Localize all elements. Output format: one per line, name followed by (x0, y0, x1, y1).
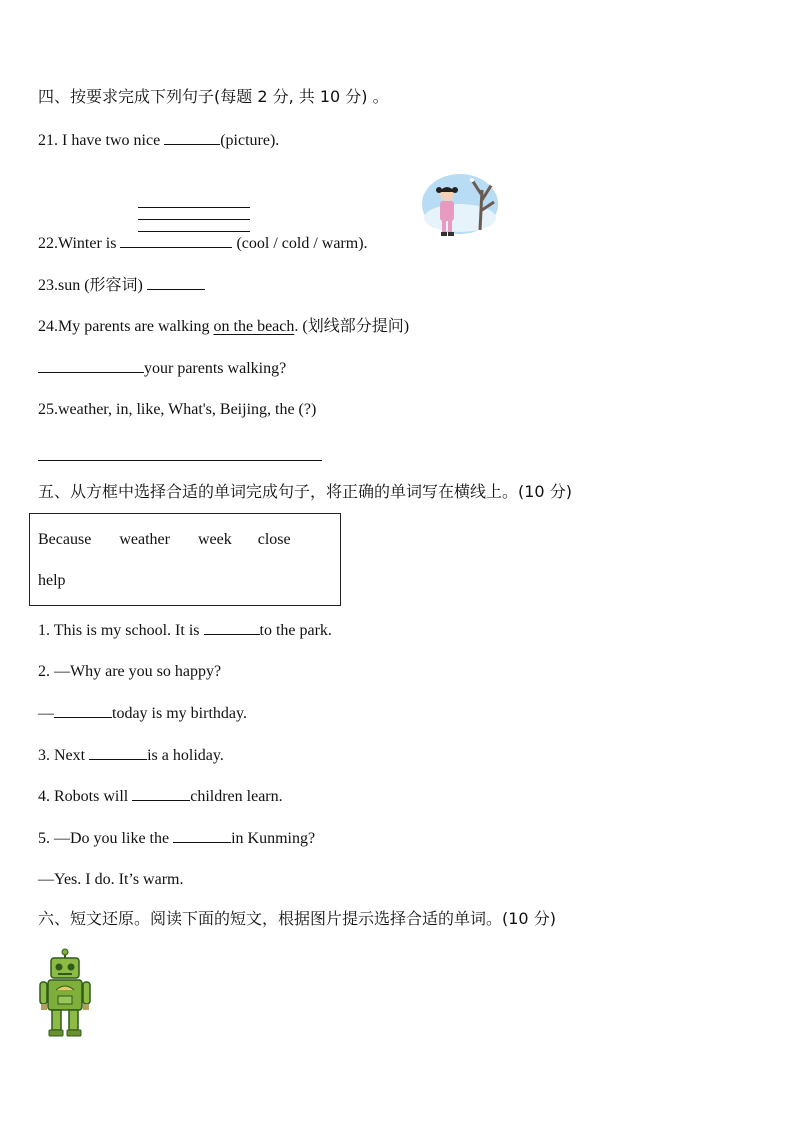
question-24 (38, 317, 409, 337)
question-text: Winter is (58, 235, 117, 252)
answer-blank[interactable] (89, 745, 147, 760)
item-text: in Kunming? (231, 830, 316, 847)
question-number: 24. (38, 318, 58, 335)
word-box-row (38, 572, 66, 590)
answer-blank[interactable] (132, 786, 190, 801)
word-option: week (197, 531, 232, 548)
word-option: weather (119, 531, 170, 548)
item-text: 1. This is my school. It is (38, 622, 200, 639)
answer-text: your parents walking? (144, 360, 287, 377)
question-text: sun (形容词) (58, 277, 143, 294)
word-option: help (38, 572, 66, 589)
answer-blank[interactable] (204, 620, 260, 635)
question-22 (38, 233, 368, 254)
exercise-item (38, 745, 224, 766)
answer-blank-line[interactable] (38, 460, 322, 461)
question-23 (38, 275, 205, 296)
word-option: Because (38, 531, 92, 548)
question-number: 21. (38, 132, 58, 149)
item-text: — (38, 705, 54, 722)
underlined-phrase: on the beach (213, 318, 295, 335)
answer-blank-line[interactable] (138, 219, 250, 220)
answer-blank[interactable] (147, 275, 205, 290)
question-hint: (cool / cold / warm). (236, 235, 368, 252)
item-text: 4. Robots will (38, 788, 129, 805)
question-21 (38, 130, 279, 151)
answer-blank-line[interactable] (138, 207, 250, 208)
answer-blank[interactable] (120, 233, 232, 248)
question-text: My parents are walking (58, 318, 210, 335)
item-text: 2. —Why are you so happy? (38, 663, 222, 680)
question-hint: . (划线部分提问) (294, 318, 410, 335)
answer-blank[interactable] (173, 828, 231, 843)
section4-title: 四、按要求完成下列句子(每题 2 分, 共 10 分) 。 (38, 87, 389, 106)
section5-title: 五、从方框中选择合适的单词完成句子，将正确的单词写在横线上。(10 分) (38, 482, 572, 501)
question-text: I have two nice (62, 132, 161, 149)
winter-girl-illustration (420, 170, 500, 240)
answer-blank[interactable] (54, 703, 112, 718)
exercise-item (38, 786, 283, 807)
question-24-answer (38, 358, 286, 379)
item-text: —Yes. I do. It’s warm. (38, 871, 184, 888)
item-text: to the park. (259, 622, 332, 639)
question-number: 22. (38, 235, 58, 252)
word-box-row (38, 531, 291, 549)
question-number: 25. (38, 401, 58, 418)
robot-illustration (38, 948, 92, 1038)
question-text: weather, in, like, What's, Beijing, the (?) (58, 401, 317, 418)
exercise-item (38, 662, 221, 682)
item-text: 3. Next (38, 747, 86, 764)
answer-blank[interactable] (164, 130, 220, 145)
exercise-item (38, 703, 247, 724)
item-text: today is my birthday. (112, 705, 247, 722)
word-box (29, 513, 341, 606)
word-option: close (257, 531, 291, 548)
answer-blank-line[interactable] (138, 231, 250, 232)
exercise-item (38, 620, 332, 641)
item-text: children learn. (190, 788, 283, 805)
section6-title: 六、短文还原。阅读下面的短文，根据图片提示选择合适的单词。(10 分) (38, 909, 556, 928)
question-number: 23. (38, 277, 58, 294)
question-hint: (picture). (220, 132, 280, 149)
exercise-item (38, 828, 315, 849)
answer-blank[interactable] (38, 358, 144, 373)
item-text: 5. —Do you like the (38, 830, 170, 847)
exercise-item (38, 870, 183, 890)
item-text: is a holiday. (147, 747, 224, 764)
question-25 (38, 400, 316, 420)
